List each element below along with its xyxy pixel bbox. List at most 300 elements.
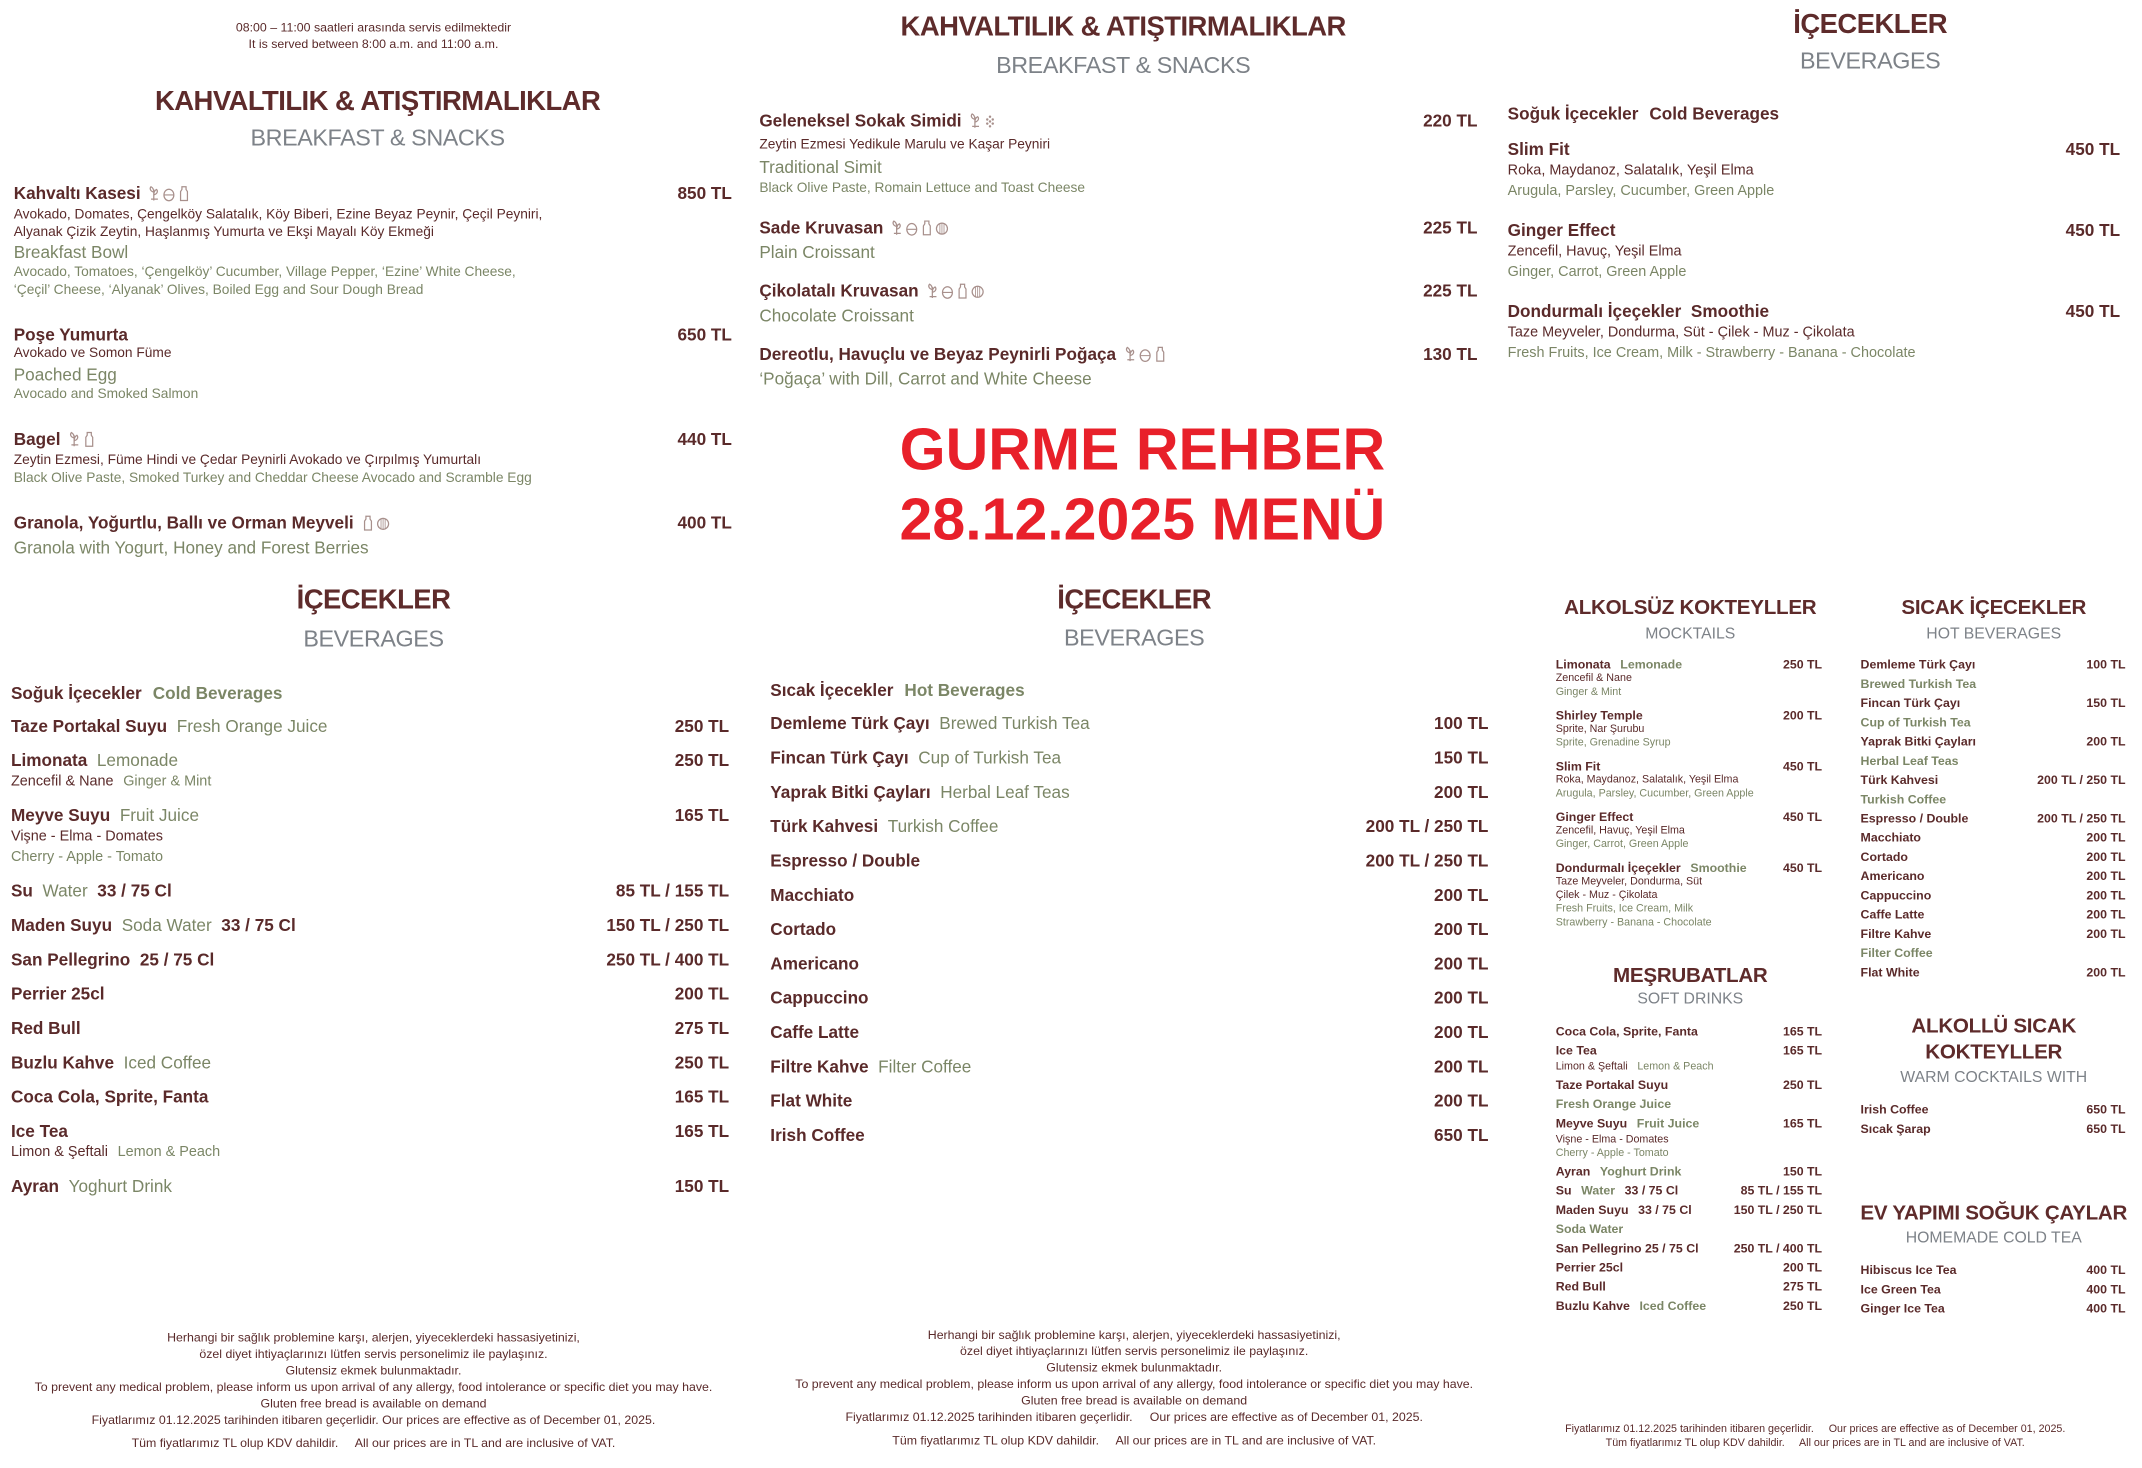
allergy-footer [722, 1326, 1546, 1448]
footer-line: özel diyet ihtiyaçlarınızı lütfen servis personelimiz ile paylaşınız. [960, 1344, 1309, 1358]
item-detail-row [1556, 1060, 1822, 1074]
item-title-row [11, 1177, 729, 1198]
item-price: 200 TL [674, 984, 730, 1004]
item-title-row [14, 428, 732, 453]
item-price: 200 TL [2086, 849, 2126, 864]
hot-beverage-items [770, 714, 1488, 1160]
overlay-title [730, 416, 1554, 556]
menu-item [770, 886, 1488, 907]
item-price: 200 TL [2086, 888, 2126, 903]
section-title: KAHVALTILIK & ATIŞTIRMALIKLAR [154, 86, 601, 117]
item-name: Limonata [10, 751, 88, 771]
footer-line: Fiyatlarımız 01.12.2025 tarihinden itibaren geçerlidir. Our prices are effective as of December 01, 2025. [1565, 1422, 2066, 1435]
item-detail-row [1508, 323, 2120, 344]
item-desc-en: Avocado, Tomatoes, ‘Çengelköy’ Cucumber, Village Pepper, ‘Ezine’ White Cheese, [13, 265, 516, 281]
item-price: 275 TL [674, 1018, 730, 1039]
item-price: 225 TL [1423, 218, 1478, 238]
item-name: Maden Suyu [10, 915, 113, 936]
menu-item [770, 748, 1488, 769]
menu-item [1861, 1261, 2126, 1280]
allergen-icons [1123, 346, 1168, 368]
item-name: Red Bull [10, 1018, 81, 1039]
item-price: 400 TL [2086, 1282, 2126, 1297]
menu-item [11, 916, 729, 937]
item-detail-row [1556, 1132, 1822, 1146]
item-desc: Taze Meyveler, Dondurma, Süt - Çilek - Muz - Çikolata [1507, 324, 1855, 341]
menu-item [1556, 1276, 1822, 1295]
item-name: Coca Cola, Sprite, Fanta [10, 1087, 209, 1107]
item-name-en: Iced Coffee [123, 1053, 212, 1073]
item-name: Poşe Yumurta [13, 325, 128, 345]
menu-item [1861, 1119, 2126, 1138]
item-name: Coca Cola, Sprite, Fanta [1555, 1024, 1698, 1039]
item-name: Meyve Suyu [10, 806, 111, 826]
item-title-row [770, 920, 1488, 941]
item-title-row [770, 1126, 1488, 1147]
item-name-en: Water [1581, 1182, 1616, 1197]
menu-item [1861, 655, 2126, 693]
item-desc-en: Black Olive Paste, Smoked Turkey and Cheddar Cheese Avocado and Scramble Egg [13, 470, 532, 486]
item-name: Türk Kahvesi [770, 816, 879, 837]
item-name-en: Granola with Yogurt, Honey and Forest Berries [13, 538, 369, 558]
item-name: Taze Portakal Suyu [10, 716, 168, 736]
item-price: 85 TL / 155 TL [615, 881, 730, 901]
menu-item [1556, 759, 1822, 800]
menu-item [1861, 809, 2126, 828]
section-title: MEŞRUBATLAR [1613, 963, 1768, 988]
item-name: Slim Fit [1555, 759, 1601, 774]
item-desc: Avokado, Domates, Çengelköy Salatalık, Köy Biberi, Ezine Beyaz Peynir, Çeçil Peyniri, [13, 207, 543, 223]
item-price: 450 TL [2065, 221, 2121, 241]
item-title-row [759, 343, 1477, 368]
item-name-en: Filter Coffee [878, 1057, 972, 1077]
nut-icon [971, 284, 986, 303]
item-name: Ayran [1555, 1163, 1591, 1178]
item-detail-row [1508, 242, 2120, 263]
cold-tea-items [1861, 1261, 2126, 1319]
footer-line: Tüm fiyatlarımız TL olup KDV dahildir. All our prices are in TL and are inclusive of VAT. [1605, 1436, 2025, 1449]
wheat-icon [67, 433, 82, 452]
item-name: Flat White [770, 1091, 853, 1111]
footer-line: Gluten free bread is available on demand [1021, 1393, 1248, 1408]
item-desc-en: Lemon & Peach [117, 1143, 221, 1161]
item-detail-row [1508, 161, 2120, 182]
cold-beverages-header [1508, 103, 1779, 125]
item-title-row [759, 280, 1477, 305]
egg-icon [905, 221, 920, 240]
item-title-row [1508, 220, 2120, 242]
item-desc: Zeytin Ezmesi Yedikule Marulu ve Kaşar Peyniri [759, 137, 1051, 153]
item-desc-en: Arugula, Parsley, Cucumber, Green Apple [1507, 182, 1775, 200]
item-price: 165 TL [1782, 1043, 1823, 1058]
menu-item [1861, 1100, 2126, 1119]
item-detail-row [1861, 790, 2126, 809]
item-detail-row [1508, 181, 2120, 202]
item-price: 165 TL [1782, 1024, 1823, 1039]
item-price: 650 TL [677, 325, 732, 345]
item-name: Hibiscus Ice Tea [1860, 1263, 1957, 1277]
item-name: Ginger Effect [1507, 221, 1616, 241]
menu-item [1556, 1041, 1822, 1075]
item-name: Irish Coffee [1860, 1102, 1929, 1117]
item-name: Cortado [1860, 849, 1908, 864]
item-price: 450 TL [1782, 810, 1823, 824]
item-name: Caffe Latte [1860, 907, 1925, 922]
menu-item [1556, 709, 1822, 750]
item-name: Shirley Temple [1555, 708, 1643, 723]
item-price: 200 TL [1434, 988, 1489, 1008]
item-price: 200 TL [1782, 708, 1823, 723]
item-price: 450 TL [2065, 140, 2121, 160]
menu-item [1508, 220, 2120, 283]
item-detail-row [1556, 875, 1822, 889]
item-price: 165 TL [1782, 1115, 1823, 1130]
item-detail-row [1556, 888, 1822, 902]
item-title-row [770, 954, 1488, 975]
item-desc: Sprite, Nar Şurubu [1555, 722, 1645, 735]
item-price: 250 TL / 400 TL [1733, 1240, 1823, 1255]
hot-beverage-items-small [1861, 655, 2126, 982]
footer-line: Fiyatlarımız 01.12.2025 tarihinden itibaren geçerlidir. Our prices are effective as of December 01, 2025. [91, 1412, 656, 1427]
item-price: 150 TL [1434, 748, 1489, 768]
item-price: 200 TL / 250 TL [1365, 816, 1489, 837]
item-detail-row [14, 537, 732, 560]
item-title-row [770, 886, 1488, 907]
item-price: 400 TL [2086, 1301, 2126, 1316]
item-detail-row [1556, 1219, 1822, 1238]
item-size: 33 / 75 Cl [97, 881, 172, 901]
item-detail-row [11, 1142, 729, 1163]
menu-item [1556, 861, 1822, 930]
item-name-en: Brewed Turkish Tea [1860, 676, 1977, 691]
item-name: Ayran [10, 1176, 60, 1196]
footer-line: Tüm fiyatlarımız TL olup KDV dahildir. All our prices are in TL and are inclusive of VAT. [892, 1433, 1377, 1448]
item-desc-en: Fresh Fruits, Ice Cream, Milk - Strawberry - Banana - Chocolate [1507, 344, 1916, 362]
item-name: Sıcak Şarap [1860, 1121, 1931, 1136]
header-en: Cold Beverages [152, 683, 283, 704]
item-name-en: Cup of Turkish Tea [918, 748, 1062, 768]
menu-item [1556, 1257, 1822, 1276]
allergen-icons [360, 515, 390, 537]
item-title-row [14, 183, 732, 208]
section-title: EV YAPIMI SOĞUK ÇAYLAR [1860, 1201, 2128, 1225]
item-title-row [770, 783, 1488, 804]
item-desc: Çilek - Muz - Çikolata [1555, 888, 1658, 901]
header-tr: Soğuk İçecekler [1507, 104, 1639, 124]
item-price: 250 TL [1782, 1077, 1823, 1091]
item-name: Su [1555, 1182, 1572, 1197]
item-desc: Zencefil & Nane [1555, 671, 1632, 684]
menu-item [1861, 924, 2126, 962]
item-name-en: Cup of Turkish Tea [1860, 715, 1971, 730]
allergy-footer [0, 1329, 785, 1451]
item-title-row [11, 1019, 729, 1040]
footer-line: To prevent any medical problem, please inform us upon arrival of any allergy, food intolerance or specific diet you may have. [34, 1379, 713, 1394]
item-detail-row [14, 207, 732, 224]
menu-item [1861, 693, 2126, 731]
item-name: Americano [1860, 869, 1925, 883]
item-detail-row [1556, 671, 1822, 685]
item-detail-row [1556, 838, 1822, 852]
section-title [1788, 1013, 2142, 1065]
menu-item [770, 1057, 1488, 1078]
menu-item [11, 717, 729, 738]
footer-line: Glutensiz ekmek bulunmaktadır. [285, 1363, 462, 1378]
item-price: 200 TL [2086, 734, 2126, 749]
item-name: Ice Green Tea [1860, 1282, 1941, 1297]
item-price: 450 TL [2065, 302, 2121, 322]
item-name: Meyve Suyu [1555, 1115, 1628, 1130]
item-price: 200 TL [2086, 926, 2126, 941]
header-en: Hot Beverages [904, 681, 1025, 701]
item-desc-en: Black Olive Paste, Romain Lettuce and Toast Cheese [759, 181, 1085, 197]
item-price: 85 TL / 155 TL [1740, 1182, 1823, 1197]
section-title: ALKOLSÜZ KOKTEYLLER [1564, 595, 1817, 620]
item-detail-row [14, 265, 732, 282]
item-detail-row [1861, 943, 2126, 962]
item-title-row [11, 1053, 729, 1074]
item-price: 250 TL [674, 751, 730, 771]
item-size: 33 / 75 Cl [221, 915, 296, 936]
item-title-row [759, 110, 1477, 135]
item-name: Kahvaltı Kasesi [13, 183, 141, 204]
item-price: 200 TL [2086, 965, 2126, 980]
item-price: 165 TL [674, 806, 730, 826]
milk-icon [178, 187, 193, 206]
item-name-en: Smoothie [1690, 860, 1747, 875]
menu-item [1556, 1199, 1822, 1237]
item-name: Ice Tea [1555, 1043, 1597, 1058]
item-name: Fincan Türk Çayı [1860, 696, 1961, 710]
item-price: 450 TL [1782, 759, 1823, 774]
mocktail-items [1556, 658, 1822, 939]
item-price: 100 TL [2086, 657, 2126, 672]
wheat-icon [1123, 347, 1138, 366]
title-line: ALKOLLÜ SICAK [1911, 1014, 2077, 1039]
item-detail-row [1556, 722, 1822, 736]
item-detail-row [14, 453, 732, 470]
allergen-icons [890, 220, 950, 242]
section-title: İÇECEKLER [296, 584, 451, 616]
item-desc-en: Ginger, Carrot, Green Apple [1507, 263, 1687, 281]
item-detail-row [1556, 916, 1822, 930]
item-desc-en: Lemon & Peach [1637, 1060, 1714, 1073]
item-title-row [11, 806, 729, 827]
footer-line: özel diyet ihtiyaçlarınızı lütfen servis personelimiz ile paylaşınız. [199, 1347, 548, 1361]
milk-icon [360, 516, 375, 535]
menu-item [11, 806, 729, 868]
item-name: Irish Coffee [770, 1125, 865, 1146]
footer-line: Herhangi bir sağlık problemine karşı, alerjen, yiyeceklerdeki hassasiyetinizi, [167, 1330, 580, 1345]
item-price: 400 TL [677, 513, 732, 533]
item-name: Demleme Türk Çayı [1860, 657, 1976, 672]
item-name: Çikolatalı Kruvasan [759, 281, 919, 301]
item-price: 250 TL / 400 TL [606, 950, 730, 970]
menu-item [1861, 905, 2126, 924]
item-name-en: Lemonade [96, 751, 179, 771]
cold-beverages-header [11, 682, 282, 704]
section-subtitle: BEVERAGES [303, 626, 444, 653]
item-size: 33 / 75 Cl [1624, 1182, 1679, 1197]
item-name: Slim Fit [1507, 140, 1570, 160]
item-desc-en: Ginger & Mint [123, 773, 212, 790]
item-name: Ginger Effect [1555, 810, 1634, 824]
item-title-row [770, 748, 1488, 769]
warm-cocktail-items [1861, 1100, 2126, 1138]
item-price: 200 TL [1434, 919, 1489, 940]
item-price: 165 TL [674, 1121, 730, 1142]
item-name: Demleme Türk Çayı [770, 714, 930, 734]
footer-line: Herhangi bir sağlık problemine karşı, alerjen, yiyeceklerdeki hassasiyetinizi, [927, 1327, 1341, 1342]
item-price: 200 TL / 250 TL [2037, 811, 2126, 826]
item-name: Espresso / Double [770, 851, 921, 871]
footer-line: Fiyatlarımız 01.12.2025 tarihinden itibaren geçerlidir. Our prices are effective as of December 01, 2025. [845, 1410, 1423, 1424]
item-desc-en: Cherry - Apple - Tomato [1555, 1146, 1669, 1159]
item-detail-row [759, 179, 1477, 201]
menu-item [11, 882, 729, 903]
menu-item [1556, 1296, 1822, 1315]
allergen-icons [925, 283, 985, 305]
item-detail-row [1556, 824, 1822, 838]
item-name-en: Traditional Simit [759, 157, 882, 178]
menu-item [11, 1087, 729, 1108]
menu-item [11, 1019, 729, 1040]
item-name-en: Water [42, 881, 88, 901]
item-detail-row [14, 363, 732, 386]
item-price: 200 TL [1434, 1091, 1489, 1111]
section-subtitle: BEVERAGES [1064, 624, 1205, 651]
menu-item [770, 817, 1488, 838]
wheat-icon [890, 221, 905, 240]
item-name: San Pellegrino 25 / 75 Cl [1555, 1240, 1699, 1255]
item-price: 200 TL / 250 TL [2037, 773, 2126, 787]
item-desc: Zencefil, Havuç, Yeşil Elma [1507, 243, 1682, 260]
overlay-date: 28.12.2025 MENÜ [899, 487, 1386, 554]
note-line: 08:00 – 11:00 saatleri arasında servis edilmektedir [235, 20, 512, 35]
item-price: 200 TL [2086, 830, 2126, 845]
cold-beverage-items-right [1508, 139, 2120, 382]
item-title-row [11, 717, 729, 738]
footer-line: To prevent any medical problem, please inform us upon arrival of any allergy, food intolerance or specific diet you may have. [795, 1377, 1474, 1391]
menu-item [1508, 301, 2120, 364]
section-subtitle: BREAKFAST & SNACKS [250, 124, 505, 152]
item-price: 100 TL [1434, 714, 1489, 734]
item-name-en: Fruit Juice [119, 806, 199, 826]
item-name-en: Herbal Leaf Teas [1860, 753, 1959, 768]
section-subtitle: BREAKFAST & SNACKS [996, 52, 1251, 79]
item-price: 150 TL [674, 1176, 730, 1196]
item-name: Espresso / Double [1860, 811, 1969, 826]
item-name: Dondurmalı İçeçekler [1555, 860, 1681, 875]
wheat-icon [968, 114, 983, 133]
item-detail-row [759, 157, 1477, 179]
item-name-en: Fresh Orange Juice [1555, 1096, 1672, 1111]
item-detail-row [1861, 713, 2126, 732]
menu-item [1861, 1299, 2126, 1318]
menu-item [770, 920, 1488, 941]
menu-item [11, 751, 729, 792]
allergen-icons [67, 431, 97, 453]
item-price: 250 TL [1782, 1298, 1823, 1312]
item-name: Filtre Kahve [770, 1057, 869, 1077]
item-price: 150 TL [1782, 1163, 1823, 1178]
menu-item [11, 1053, 729, 1074]
item-detail-row [1556, 685, 1822, 699]
item-size: 25 / 75 Cl [139, 950, 215, 970]
item-name-en: Turkish Coffee [1860, 792, 1947, 807]
item-title-row [1508, 301, 2120, 323]
item-desc: Taze Meyveler, Dondurma, Süt [1555, 874, 1703, 888]
menu-item [11, 1177, 729, 1198]
header-tr: Sıcak İçecekler [770, 681, 894, 701]
item-name: Red Bull [1555, 1279, 1606, 1293]
item-name-en: Plain Croissant [759, 243, 875, 263]
item-desc-en: Sprite, Grenadine Syrup [1555, 735, 1671, 749]
item-desc: Avokado ve Somon Füme [13, 346, 172, 362]
item-detail-row [759, 135, 1477, 157]
item-name-en: Iced Coffee [1639, 1298, 1707, 1312]
item-name-en: Herbal Leaf Teas [940, 782, 1070, 802]
menu-item [11, 985, 729, 1006]
item-name: Cappuccino [770, 988, 869, 1008]
menu-item [14, 183, 732, 300]
item-title-row [11, 751, 729, 772]
section-subtitle: MOCKTAILS [1645, 626, 1736, 643]
milk-icon [920, 221, 935, 240]
wheat-icon [925, 284, 940, 303]
item-title-row [14, 324, 732, 346]
item-detail-row [1556, 1094, 1822, 1113]
menu-item [1556, 1113, 1822, 1161]
item-desc-en: Ginger & Mint [1555, 685, 1622, 698]
item-desc-en: Ginger, Carrot, Green Apple [1555, 837, 1689, 850]
item-name-en: Soda Water [1555, 1221, 1624, 1236]
item-name: Ginger Ice Tea [1860, 1301, 1945, 1316]
item-name: Granola, Yoğurtlu, Ballı ve Orman Meyveli [13, 513, 354, 533]
menu-item [759, 343, 1477, 390]
item-desc-en: Strawberry - Banana - Chocolate [1555, 915, 1712, 929]
service-hours-note [30, 19, 717, 52]
price-footer [1472, 1423, 2142, 1450]
item-price: 440 TL [677, 429, 732, 450]
menu-item [770, 1126, 1488, 1147]
item-name-en: Brewed Turkish Tea [939, 714, 1090, 734]
footer-line: Gluten free bread is available on demand [260, 1396, 487, 1411]
milk-icon [1153, 347, 1168, 366]
item-name: Taze Portakal Suyu [1555, 1077, 1669, 1091]
item-price: 200 TL / 250 TL [1365, 851, 1489, 871]
menu-item [770, 783, 1488, 804]
item-detail-row [1508, 343, 2120, 364]
menu-item [1861, 770, 2126, 808]
item-name: Türk Kahvesi [1860, 773, 1939, 787]
item-name: Perrier 25cl [10, 984, 105, 1004]
breakfast-items-left [14, 183, 732, 585]
menu-item [1556, 1238, 1822, 1257]
item-name: Caffe Latte [770, 1022, 860, 1043]
item-title-row [770, 1023, 1488, 1044]
menu-item [1556, 810, 1822, 851]
item-price: 450 TL [1782, 860, 1823, 875]
item-name-en: Yoghurt Drink [68, 1176, 172, 1196]
menu-item [14, 428, 732, 487]
menu-item [1556, 1074, 1822, 1112]
item-title-row [11, 1087, 729, 1108]
sesame-icon [984, 114, 999, 133]
section-subtitle: BEVERAGES [1800, 48, 1941, 75]
menu-item [1861, 828, 2126, 847]
header-en: Cold Beverages [1649, 104, 1780, 124]
